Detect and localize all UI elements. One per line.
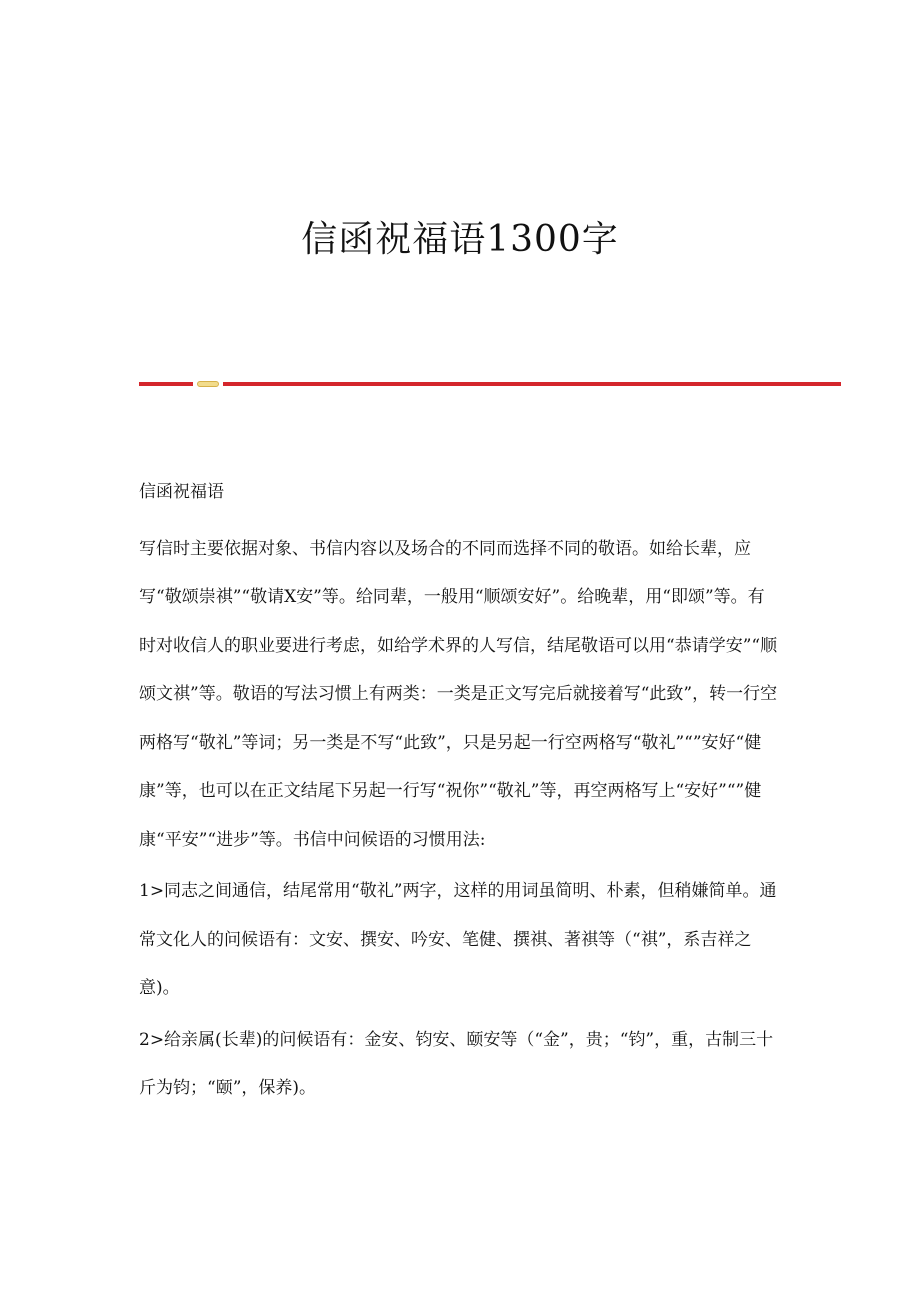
paragraph-item-2: 2>给亲属(长辈)的问候语有：金安、钧安、颐安等（“金”，贵；“钧”，重，古制三十斤为钧；“颐”，保养)。	[139, 1029, 774, 1098]
section-heading: 信函祝福语	[139, 482, 224, 502]
title-divider	[139, 380, 841, 388]
paragraph-intro: 写信时主要依据对象、书信内容以及场合的不同而选择不同的敬语。如给长辈，应写“敬颂崇祺”“敬请X安”等。给同辈，一般用“顺颂安好”。给晚辈，用“即颂”等。有时对收信人的职业要进行考虑，如给学术界的人写信，结尾敬语可以用“恭请学安”“顺颂文祺”等。敬语的写法习惯上有两类：一类是正文写完后就接着写“此致”，转一行空两格写“敬礼”等词；另一类是不写“此致”，只是另起一行空两格写“敬礼”“”安好“健康”等，也可以在正文结尾下另起一行写“祝你”“敬礼”等，再空两格写上“安好”“”健康“平安”“进步”等。书信中问候语的习惯用法:	[139, 538, 778, 850]
page-title: 信函祝福语1300字	[301, 219, 619, 260]
paragraph-item-1: 1>同志之间通信，结尾常用“敬礼”两字，这样的用词虽简明、朴素，但稍嫌简单。通常文化人的问候语有：文安、撰安、吟安、笔健、撰祺、著祺等（“祺”，系吉祥之意)。	[139, 881, 777, 998]
divider-bar-right	[223, 382, 841, 386]
divider-ornament-icon	[197, 381, 219, 387]
document-body	[139, 468, 779, 1116]
divider-bar-left	[139, 382, 193, 386]
